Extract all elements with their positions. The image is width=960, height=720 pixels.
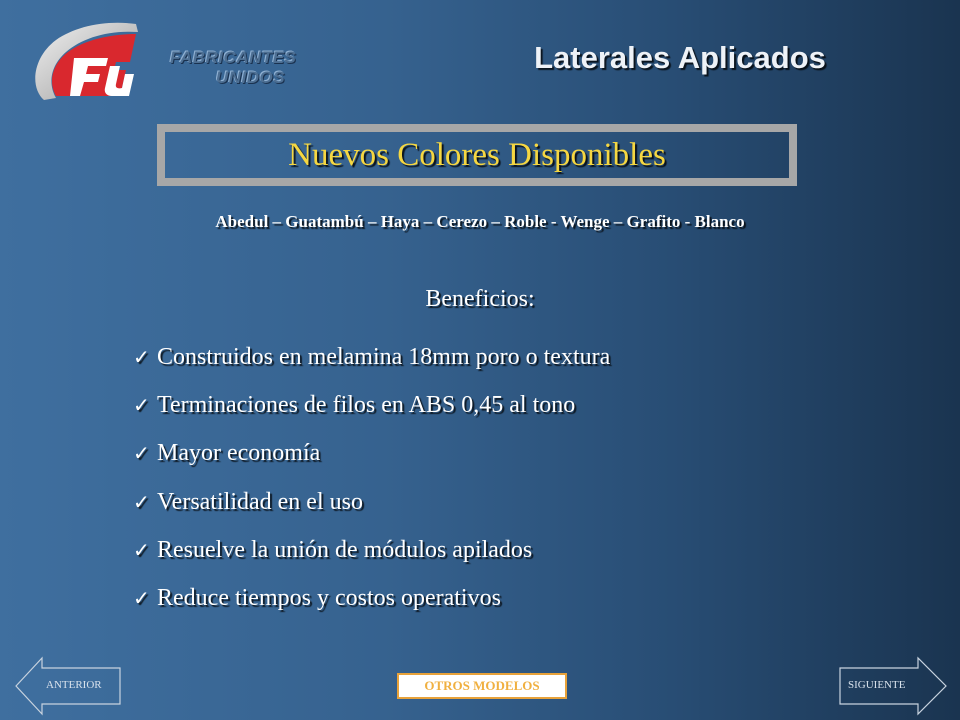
available-colors-list: Abedul – Guatambú – Haya – Cerezo – Roble - Wenge – Grafito - Blanco [215,212,745,231]
benefit-text: Resuelve la unión de módulos apilados [157,536,533,563]
other-models-button[interactable]: OTROS MODELOS [397,673,567,699]
page-title: Laterales Aplicados [534,40,826,75]
brand-line1: FABRICANTES [170,48,297,67]
subtitle: Nuevos Colores Disponibles [288,136,666,173]
benefit-item [133,338,610,386]
benefit-item [133,483,610,531]
benefit-item [133,386,610,434]
brand-name [144,48,297,88]
fu-logo-icon [26,18,146,108]
subtitle-box [157,124,797,186]
checkmark-icon: ✓ [133,489,150,514]
benefit-text: Versatilidad en el uso [157,488,363,515]
brand-line2: UNIDOS [216,68,286,87]
checkmark-icon: ✓ [133,345,150,369]
previous-button[interactable] [14,656,122,716]
benefit-text: Reduce tiempos y costos operativos [157,584,501,611]
benefit-text: Terminaciones de filos en ABS 0,45 al tono [157,392,576,419]
benefit-text: Mayor economía [157,440,321,467]
benefit-item [133,579,610,627]
benefit-text: Construidos en melamina 18mm poro o textura [157,344,611,370]
checkmark-icon: ✓ [133,585,150,610]
benefit-item [133,531,610,579]
benefit-item [133,434,610,482]
checkmark-icon: ✓ [133,441,150,466]
next-label: SIGUIENTE [848,679,906,691]
company-logo [26,18,297,108]
next-button[interactable] [838,656,948,716]
checkmark-icon: ✓ [133,393,150,418]
benefits-list [133,338,610,627]
checkmark-icon: ✓ [133,537,150,562]
previous-label: ANTERIOR [46,679,102,691]
benefits-heading: Beneficios: [425,286,535,312]
